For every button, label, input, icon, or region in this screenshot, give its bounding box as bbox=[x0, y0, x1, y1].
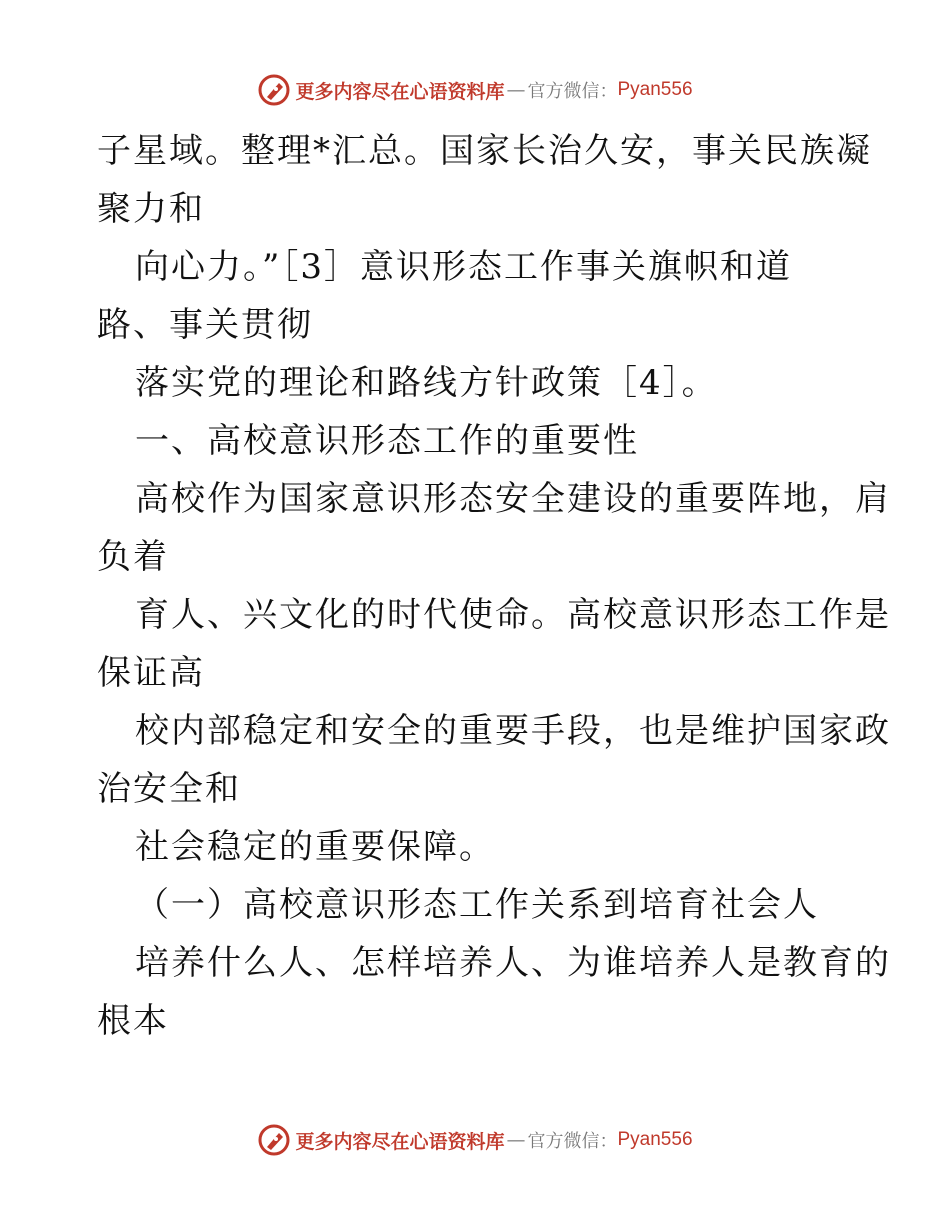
text-line: 子星域。整理*汇总。国家长治久安，事关民族凝 bbox=[97, 131, 872, 171]
text-line: 育人、兴文化的时代使命。高校意识形态工作是 bbox=[135, 595, 891, 635]
pen-nib-icon bbox=[257, 1123, 291, 1157]
text-line: 治安全和 bbox=[97, 769, 241, 809]
text-line: 社会稳定的重要保障。 bbox=[135, 827, 495, 867]
banner-main-text: 更多内容尽在心语资料库 bbox=[295, 1130, 505, 1153]
banner-separator: — bbox=[506, 1129, 526, 1151]
text-line: 保证高 bbox=[97, 653, 205, 693]
text-line: 一、高校意识形态工作的重要性 bbox=[135, 421, 639, 461]
banner-wechat-id: Pyan556 bbox=[617, 79, 693, 100]
text-line: 落实党的理论和路线方针政策［4］。 bbox=[135, 363, 718, 403]
header-banner bbox=[0, 70, 950, 110]
text-line: 路、事关贯彻 bbox=[97, 305, 313, 345]
banner-wechat-id: Pyan556 bbox=[617, 1129, 693, 1150]
banner-main-text: 更多内容尽在心语资料库 bbox=[295, 80, 505, 103]
text-line: 聚力和 bbox=[97, 189, 205, 229]
banner-wechat-label: 官方微信： bbox=[527, 1131, 618, 1152]
banner-separator: — bbox=[506, 79, 526, 101]
footer-banner bbox=[0, 1120, 950, 1160]
pen-nib-icon bbox=[257, 73, 291, 107]
document-body bbox=[97, 122, 891, 1050]
text-line: 负着 bbox=[97, 537, 169, 577]
text-line: 向心力。”［3］意识形态工作事关旗帜和道 bbox=[135, 247, 793, 287]
text-line: 根本 bbox=[97, 1001, 169, 1041]
text-line: 培养什么人、怎样培养人、为谁培养人是教育的 bbox=[135, 943, 891, 983]
banner-wechat-label: 官方微信： bbox=[527, 81, 618, 102]
text-line: 校内部稳定和安全的重要手段，也是维护国家政 bbox=[135, 711, 891, 751]
text-line: 高校作为国家意识形态安全建设的重要阵地，肩 bbox=[135, 479, 891, 519]
text-line: （一）高校意识形态工作关系到培育社会人 bbox=[135, 885, 819, 925]
